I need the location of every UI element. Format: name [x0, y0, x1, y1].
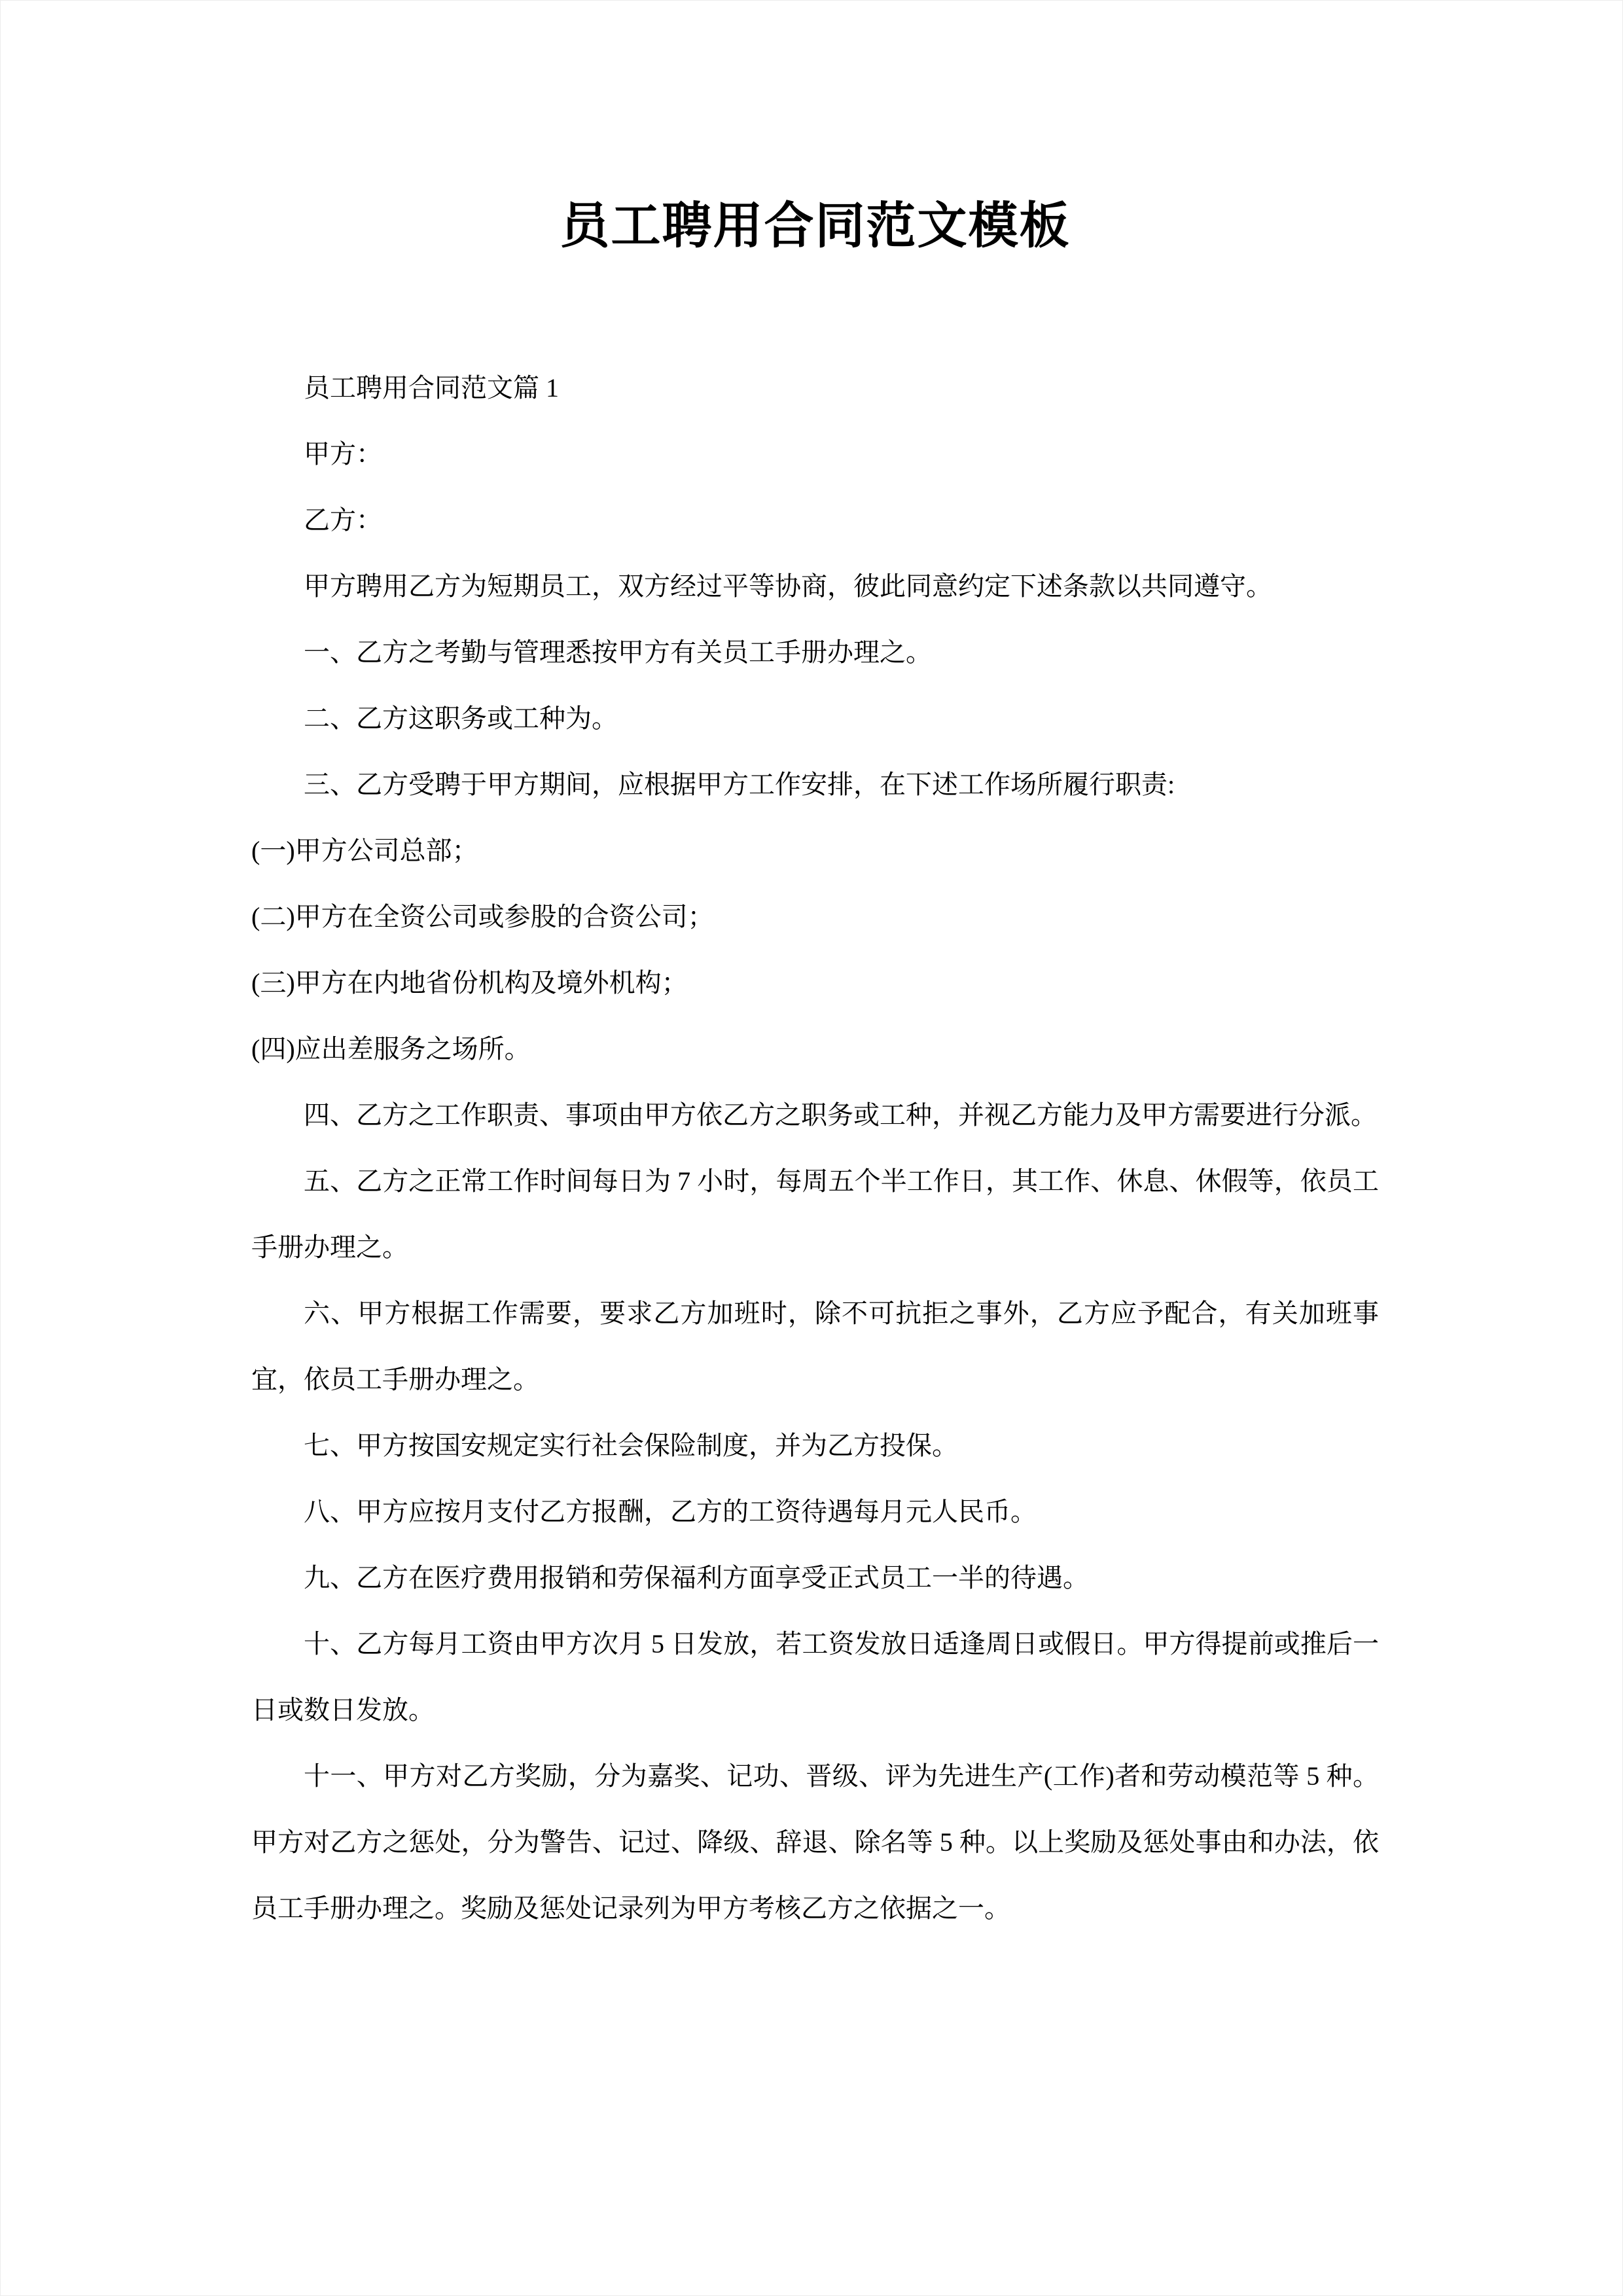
paragraph-sub-item: (四)应出差服务之场所。 [251, 1034, 531, 1064]
document-body [251, 355, 1379, 1941]
paragraph: 二、乙方这职务或工种为。 [304, 704, 618, 734]
paragraph: 员工聘用合同范文篇 1 [304, 373, 559, 403]
paragraph: 四、乙方之工作职责、事项由甲方依乙方之职务或工种，并视乙方能力及甲方需要进行分派。 [304, 1100, 1377, 1130]
paragraph: 十一、甲方对乙方奖励，分为嘉奖、记功、晋级、评为先进生产(工作)者和劳动模范等 5 种。甲方对乙方之惩处，分为警告、记过、降级、辞退、除名等 5 种。以上奖励及惩处事由和办法，依员工手册办理之。奖励及惩处记录列为甲方考核乙方之依据之一。 [251, 1761, 1379, 1924]
paragraph: 一、乙方之考勤与管理悉按甲方有关员工手册办理之。 [304, 637, 932, 668]
document-content [251, 197, 1379, 1941]
paragraph-sub-item: (二)甲方在全资公司或参股的合资公司； [251, 902, 714, 932]
paragraph: 五、乙方之正常工作时间每日为 7 小时，每周五个半工作日，其工作、休息、休假等，依员工手册办理之。 [251, 1166, 1379, 1263]
paragraph-sub-item: (三)甲方在内地省份机构及境外机构； [251, 968, 688, 998]
paragraph: 三、乙方受聘于甲方期间，应根据甲方工作安排，在下述工作场所履行职责: [304, 770, 1175, 800]
paragraph: 十、乙方每月工资由甲方次月 5 日发放，若工资发放日适逢周日或假日。甲方得提前或推后一日或数日发放。 [251, 1629, 1379, 1725]
paragraph: 甲方： [304, 439, 382, 469]
paragraph: 六、甲方根据工作需要，要求乙方加班时，除不可抗拒之事外，乙方应予配合，有关加班事宜，依员工手册办理之。 [251, 1299, 1379, 1395]
paragraph: 甲方聘用乙方为短期员工，双方经过平等协商，彼此同意约定下述条款以共同遵守。 [304, 571, 1272, 601]
document-title: 员工聘用合同范文模板 [560, 199, 1071, 254]
paragraph: 八、甲方应按月支付乙方报酬，乙方的工资待遇每月元人民币。 [304, 1497, 1037, 1527]
paragraph-sub-item: (一)甲方公司总部； [251, 836, 478, 866]
paragraph: 九、乙方在医疗费用报销和劳保福利方面享受正式员工一半的待遇。 [304, 1563, 1089, 1593]
paragraph: 乙方： [304, 505, 382, 535]
paragraph: 七、甲方按国安规定实行社会保险制度，并为乙方投保。 [304, 1431, 958, 1461]
